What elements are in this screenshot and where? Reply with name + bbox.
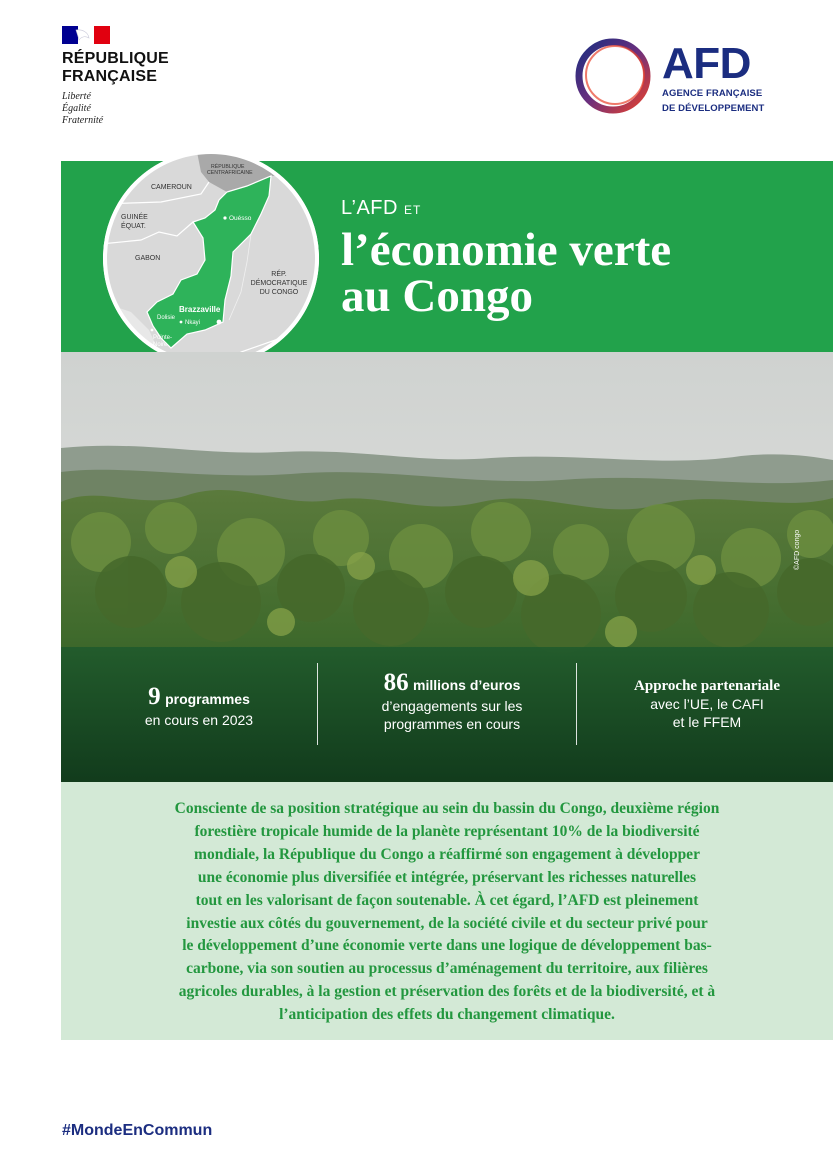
intro-line: l’anticipation des effets du changement climatique.	[279, 1006, 615, 1024]
intro-line: le développement d’une économie verte dans une logique de développement bas-	[182, 937, 712, 955]
map-label-guinee-2: ÉQUAT.	[121, 223, 146, 230]
marianne-flag-icon	[62, 26, 110, 44]
stat-partnership-detail-2: et le FFEM	[672, 714, 742, 730]
page-title	[341, 224, 811, 322]
map-label-pointe-noire-2: Noire	[153, 342, 168, 348]
intro-line: carbone, via son soutien au processus d’aménagement du territoire, aux filières	[186, 960, 708, 978]
afd-acronym: AFD	[662, 39, 751, 88]
map-label-drc-1: RÉP.	[271, 271, 287, 278]
map-label-pointe-noire-1: Pointe-	[153, 335, 173, 341]
intro-line: tout en les valorisant de façon soutenable. À cet égard, l’AFD est pleinement	[195, 891, 699, 909]
kicker-et: ET	[403, 203, 422, 217]
congo-map	[101, 152, 323, 368]
afd-full-name-line-2: DE DÉVELOPPEMENT	[662, 103, 765, 114]
stat-programmes-label: programmes	[165, 691, 250, 707]
stat-amount-detail-2: programmes en cours	[383, 716, 521, 732]
pointe-noire-dot-icon	[151, 329, 154, 332]
intro-line: Consciente de sa position stratégique au sein du bassin du Congo, deuxième région	[174, 800, 720, 817]
afd-full-name-line-1: AGENCE FRANÇAISE	[662, 88, 763, 99]
stats-divider-2	[576, 663, 577, 745]
brazzaville-dot-icon	[217, 320, 222, 325]
motto	[62, 91, 202, 127]
map-label-drc-2: DÉMOCRATIQUE	[250, 280, 308, 287]
map-label-drc-3: DU CONGO	[259, 289, 299, 296]
motto-liberte: Liberté	[62, 91, 91, 102]
key-figures	[61, 647, 833, 782]
republique-name-line-2: FRANÇAISE	[62, 68, 158, 85]
intro-paragraph	[91, 798, 803, 1027]
nkayi-dot-icon	[180, 321, 183, 324]
title-line-1: l’économie verte	[341, 224, 672, 276]
intro-line: forestière tropicale humide de la planète représentant 10% de la biodiversité	[194, 822, 700, 840]
map-label-nkayi: Nkayi	[185, 320, 201, 326]
republique-francaise-logo	[62, 26, 202, 127]
title-line-2: au Congo	[341, 270, 533, 322]
map-label-gabon: GABON	[135, 255, 161, 262]
intro-line: mondiale, la République du Congo a réaffirmé son engagement à développer	[194, 845, 700, 863]
map-label-car-2: CENTRAFRICAINE	[207, 170, 253, 176]
stat-programmes-number: 9	[148, 683, 161, 710]
ouesso-dot-icon	[223, 216, 226, 219]
intro-line: une économie plus diversifiée et intégrée, préservant les richesses naturelles	[197, 868, 697, 886]
stat-amount-detail-1: d’engagements sur les	[381, 698, 523, 714]
map-label-ouesso: Ouésso	[229, 215, 252, 222]
map-label-car-1: RÉPUBLIQUE	[211, 164, 245, 170]
intro-line: investie aux côtés du gouvernement, de la société civile et du secteur privé pour	[186, 914, 708, 932]
stat-amount-label: millions d’euros	[413, 677, 521, 693]
afd-logo	[568, 30, 788, 120]
stat-partnership-heading: Approche partenariale	[634, 678, 780, 694]
republique-name-line-1: RÉPUBLIQUE	[62, 50, 169, 67]
kicker-afd: L’AFD	[341, 197, 398, 219]
intro-line: agricoles durables, à la gestion et préservation des forêts et de la biodiversité, et à	[178, 983, 716, 1001]
title-kicker	[341, 197, 421, 220]
motto-fraternite: Fraternité	[62, 115, 104, 126]
intro-box	[61, 782, 833, 1040]
map-label-dolisie: Dolisie	[157, 315, 176, 321]
photo-credit: ©AFD congo	[794, 529, 801, 570]
motto-egalite: Égalité	[62, 103, 91, 114]
map-label-brazzaville: Brazzaville	[179, 305, 221, 314]
stat-amount-number: 86	[383, 669, 409, 696]
stat-partnership-detail-1: avec l’UE, le CAFI	[650, 696, 764, 712]
afd-ring-icon	[568, 30, 658, 120]
stat-programmes-detail: en cours en 2023	[144, 712, 254, 728]
hashtag-link[interactable]: #MondeEnCommun	[62, 1122, 213, 1139]
stats-divider-1	[317, 663, 318, 745]
map-label-cameroun: CAMEROUN	[151, 184, 192, 191]
map-label-guinee-1: GUINÉE	[121, 214, 148, 221]
